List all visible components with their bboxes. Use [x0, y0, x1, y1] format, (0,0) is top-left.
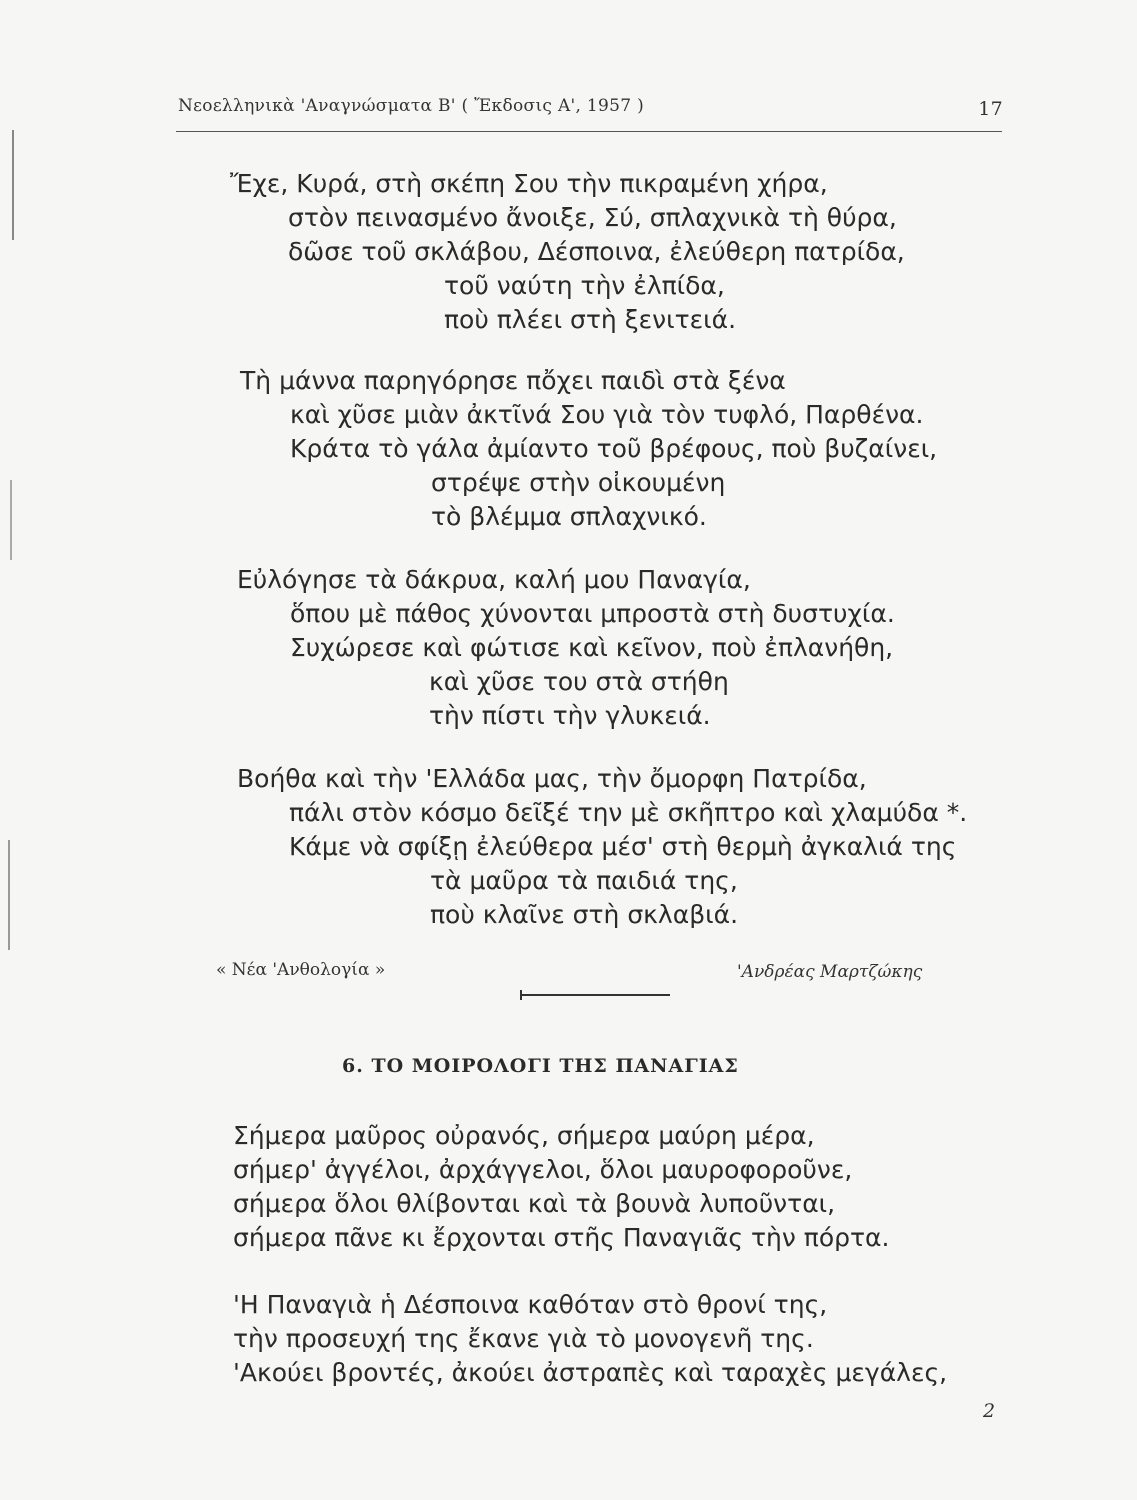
section-title: 6. ΤΟ ΜΟΙΡΟΛΟΓΙ ΤΗΣ ΠΑΝΑΓΙΑΣ — [342, 1055, 739, 1077]
poem-line: ποὺ πλέει στὴ ξενιτειά. — [444, 305, 737, 334]
poem-line: τὰ μαῦρα τὰ παιδιά της, — [430, 866, 738, 895]
scan-artifact — [12, 130, 14, 240]
poem-line: Ἔχε, Κυρά, στὴ σκέπη Σου τὴν πικραμένη χήρα, — [230, 169, 828, 198]
poem-line: σήμερα ὅλοι θλίβονται καὶ τὰ βουνὰ λυποῦνται, — [233, 1189, 836, 1218]
poem-line: 'Η Παναγιὰ ἡ Δέσποινα καθόταν στὸ θρονί της, — [233, 1290, 828, 1319]
poem-line: Τὴ μάννα παρηγόρησε πὄχει παιδὶ στὰ ξένα — [240, 366, 786, 395]
poem-line: ποὺ κλαῖνε στὴ σκλαβιά. — [430, 900, 739, 929]
poem-line: Σήμερα μαῦρος οὐρανός, σήμερα μαύρη μέρα, — [233, 1121, 815, 1150]
signature-mark: 2 — [983, 1400, 996, 1422]
poem-line: Κάμε νὰ σφίξῃ ἐλεύθερα μέσ' στὴ θερμὴ ἀγκαλιά της — [289, 832, 957, 861]
poem-line: πάλι στὸν κόσμο δεῖξέ την μὲ σκῆπτρο καὶ χλαμύδα *. — [289, 798, 968, 827]
poem-line: τοῦ ναύτη τὴν ἐλπίδα, — [444, 271, 725, 300]
header-rule — [176, 131, 1002, 132]
poem-line: Εὐλόγησε τὰ δάκρυα, καλή μου Παναγία, — [237, 565, 751, 594]
section-divider — [522, 994, 670, 1000]
poem-line: τὸ βλέμμα σπλαχνικό. — [431, 502, 707, 531]
poem-line: καὶ χῦσε του στὰ στήθη — [429, 667, 729, 696]
poem-line: στρέψε στὴν οἰκουμένη — [431, 468, 726, 497]
poem-line: Κράτα τὸ γάλα ἀμίαντο τοῦ βρέφους, ποὺ βυζαίνει, — [290, 434, 938, 463]
poem-line: ὅπου μὲ πάθος χύνονται μπροστὰ στὴ δυστυχία. — [290, 599, 895, 628]
poem-line: καὶ χῦσε μιὰν ἀκτῖνά Σου γιὰ τὸν τυφλό, Παρθένα. — [290, 400, 924, 429]
poem-line: Βοήθα καὶ τὴν 'Ελλάδα μας, τὴν ὄμορφη Πατρίδα, — [237, 764, 867, 793]
poem-line: 'Ακούει βροντές, ἀκούει ἀστραπὲς καὶ ταραχὲς μεγάλες, — [233, 1358, 948, 1387]
scan-artifact — [8, 840, 10, 950]
scan-artifact — [10, 480, 12, 560]
poem-source: « Νέα 'Ανθολογία » — [216, 960, 386, 980]
poem-line: τὴν πίστι τὴν γλυκειά. — [429, 701, 711, 730]
poem-author: 'Ανδρέας Μαρτζώκης — [737, 962, 923, 982]
page-number: 17 — [978, 98, 1003, 120]
poem-line: δῶσε τοῦ σκλάβου, Δέσποινα, ἐλεύθερη πατρίδα, — [288, 237, 905, 266]
poem-line: σήμερ' ἀγγέλοι, ἀρχάγγελοι, ὅλοι μαυροφοροῦνε, — [233, 1155, 853, 1184]
running-header — [178, 96, 1003, 120]
poem-line: τὴν προσευχή της ἔκανε γιὰ τὸ μονογενῆ της. — [233, 1324, 814, 1353]
poem-line: στὸν πεινασμένο ἄνοιξε, Σύ, σπλαχνικὰ τὴ θύρα, — [288, 203, 897, 232]
poem-line: σήμερα πᾶνε κι ἔρχονται στῆς Παναγιᾶς τὴν πόρτα. — [233, 1223, 890, 1252]
poem-line: Συχώρεσε καὶ φώτισε καὶ κεῖνον, ποὺ ἐπλανήθη, — [290, 633, 894, 662]
header-title: Νεοελληνικὰ 'Αναγνώσματα Β' ( Ἔκδοσις Α', 1957 ) — [178, 96, 645, 116]
